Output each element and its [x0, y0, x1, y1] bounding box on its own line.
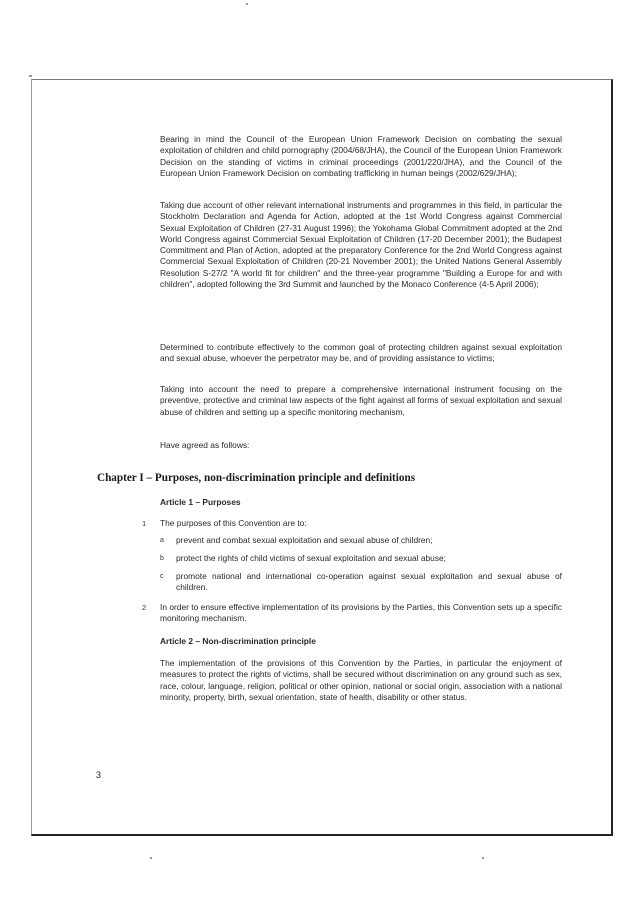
preamble-paragraph-1: Bearing in mind the Council of the European Union Framework Decision on combating the sexual exploitation of children and child pornography (2004/68/JHA), the Council of the European Union Framework Decision on the standing of victims in criminal proceedings (2001/220/JHA), and the Council of the European Union Framework Decision on combating trafficking in human beings (2002/629/JHA);: [160, 134, 562, 178]
list-item: promote national and international co-operation against sexual exploitation and sexual abuse of children.: [176, 571, 562, 593]
article-1-paragraph-1: The purposes of this Convention are to:: [160, 518, 307, 528]
article-1-title: Article 1 – Purposes: [160, 497, 241, 507]
scan-speck: [29, 75, 32, 77]
scan-speck: [482, 857, 484, 859]
page-number: 3: [96, 770, 102, 780]
article-1-paragraph-2-number: 2: [142, 603, 147, 612]
article-2-title: Article 2 – Non-discrimination principle: [160, 636, 316, 646]
scan-speck: [246, 3, 248, 5]
list-item-letter: c: [160, 573, 164, 580]
chapter-title: Chapter I – Purposes, non-discrimination principle and definitions: [97, 472, 416, 484]
list-item: prevent and combat sexual exploitation and sexual abuse of children;: [176, 535, 433, 545]
preamble-paragraph-4: Taking into account the need to prepare a comprehensive international instrument focusing on the preventive, protective and criminal law aspects of the fight against all forms of sexual exploitation and sexual abuse of children and setting up a specific monitoring mechanism,: [160, 384, 562, 417]
preamble-paragraph-3: Determined to contribute effectively to the common goal of protecting children against sexual exploitation and sexual abuse, whoever the perpetrator may be, and of providing assistance to victims;: [160, 342, 562, 364]
page-frame: [31, 79, 613, 836]
article-1-paragraph-1-number: 1: [142, 519, 147, 528]
agreement-statement: Have agreed as follows:: [160, 440, 250, 450]
list-item: protect the rights of child victims of sexual exploitation and sexual abuse;: [176, 553, 447, 563]
preamble-paragraph-2: Taking due account of other relevant international instruments and programmes in this field, in particular the Stockholm Declaration and Agenda for Action, adopted at the 1st World Congress against Commercial Sexual Exploitation of Children (27-31 August 1996); the Yokohama Global Commitment adopted at the 2nd World Congress against Commercial Sexual Exploitation of Children (17-20 December 2001); the Budapest Commitment and Plan of Action, adopted at the preparatory Conference for the 2nd World Congress against Commercial Sexual Exploitation of Children (20-21 November 2001); the United Nations General Assembly Resolution S-27/2 "A world fit for children" and the three-year programme "Building a Europe for and with children", adopted following the 3rd Summit and launched by the Monaco Conference (4-5 April 2006);: [160, 200, 562, 290]
list-item-letter: a: [160, 537, 164, 544]
article-1-paragraph-2: In order to ensure effective implementation of its provisions by the Parties, this Convention sets up a specific monitoring mechanism.: [160, 602, 562, 624]
list-item-letter: b: [160, 555, 164, 562]
scan-speck: [150, 857, 152, 859]
article-2-paragraph: The implementation of the provisions of this Convention by the Parties, in particular the enjoyment of measures to protect the rights of victims, shall be secured without discrimination on any ground such as sex, race, colour, language, religion, political or other opinion, national or social origin, association with a national minority, property, birth, sexual orientation, state of health, disability or other status.: [160, 658, 562, 702]
